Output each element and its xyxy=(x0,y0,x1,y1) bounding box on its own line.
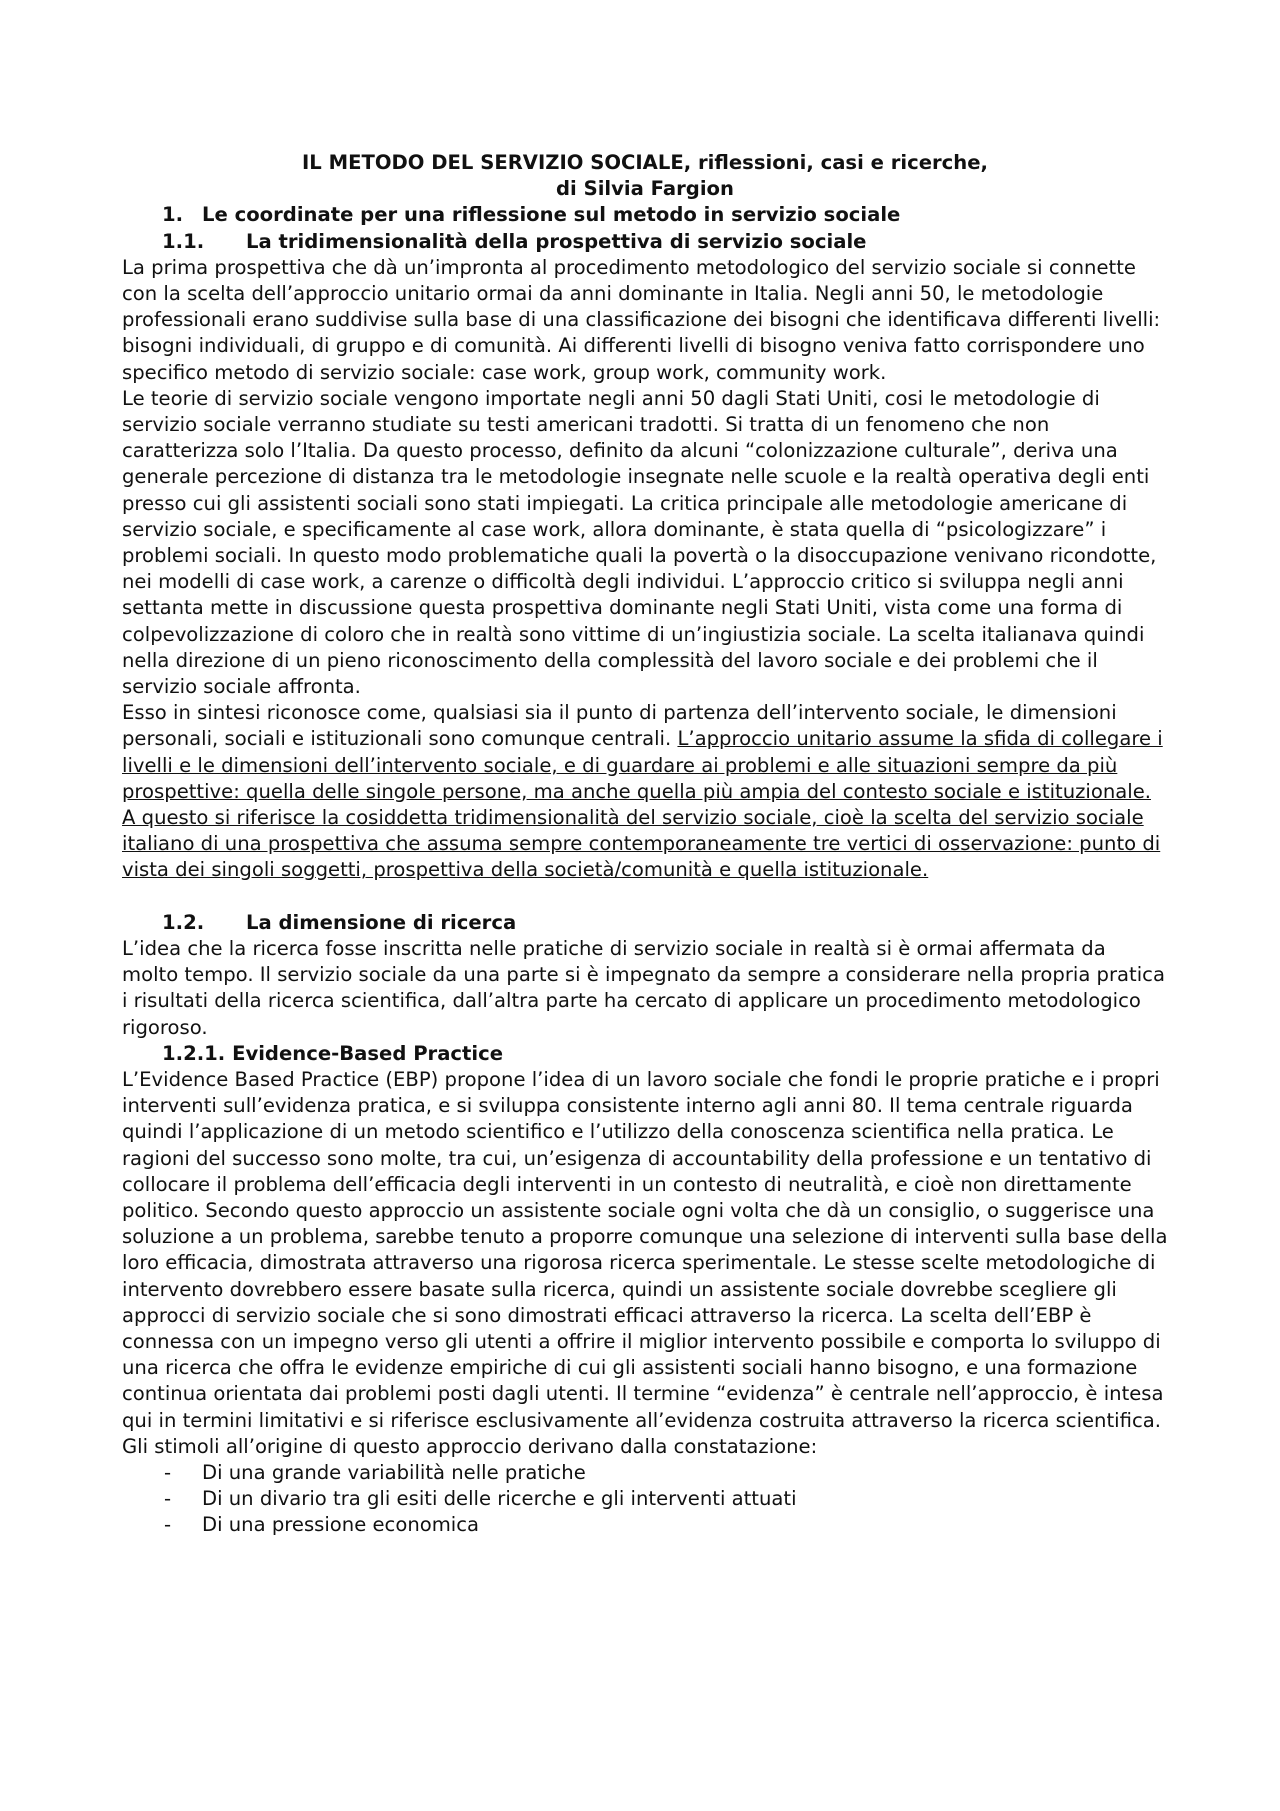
list-item xyxy=(164,1512,1168,1538)
underlined-text: L’approccio unitario assume la sfida di collegare i livelli e le dimensioni dell’intervento sociale, e di guardare ai problemi e alle situazioni sempre da più prospettive: quella delle singole persone, ma anche quella più ampia del contesto sociale e istituzionale. A questo si riferisce la cosiddetta tridimensionalità del servizio sociale, cioè la scelta del servizio sociale italiano di una prospettiva che assuma sempre contemporaneamente tre vertici di osservazione: punto di vista dei singoli soggetti, prospettiva della società/comunità e quella istituzionale. xyxy=(122,727,1163,882)
paragraph-1-1-a: La prima prospettiva che dà un’impronta al procedimento metodologico del servizio sociale si connette con la scelta dell’approccio unitario ormai da anni dominante in Italia. Negli anni 50, le metodologie professionali erano suddivise sulla base di una classificazione dei bisogni che identificava differenti livelli: bisogni individuali, di gruppo e di comunità. Ai differenti livelli di bisogno veniva fatto corrispondere uno specifico metodo di servizio sociale: case work, group work, community work. xyxy=(122,255,1161,384)
heading-number: 1. xyxy=(162,203,184,227)
heading-section-1-2 xyxy=(122,910,1168,936)
paragraph-1-1-c xyxy=(122,700,1168,883)
paragraph-1-2: L’idea che la ricerca fosse inscritta nelle pratiche di servizio sociale in realtà si è ormai affermata da molto tempo. Il servizio sociale da una parte si è impegnato da sempre a considerare nella propria pratica i risultati della ricerca scientifica, dall’altra parte ha cercato di applicare un procedimento metodologico rigoroso. xyxy=(122,936,1165,1039)
document-title-line-1: IL METODO DEL SERVIZIO SOCIALE, riflessioni, casi e ricerche, xyxy=(302,151,988,174)
list-item-text: Di una grande variabilità nelle pratiche xyxy=(202,1460,586,1484)
document-title-line-2: di Silvia Fargion xyxy=(556,177,734,201)
document-page xyxy=(122,150,1168,1539)
dash-marker: - xyxy=(164,1460,172,1484)
list-item-text: Di un divario tra gli esiti delle ricerche e gli interventi attuati xyxy=(202,1487,797,1511)
heading-text: Le coordinate per una riflessione sul metodo in servizio sociale xyxy=(202,203,901,227)
heading-number: 1.2.1. xyxy=(162,1041,226,1065)
heading-text: La tridimensionalità della prospettiva di servizio sociale xyxy=(246,229,867,253)
heading-number: 1.2. xyxy=(162,910,205,934)
bullet-list xyxy=(122,1460,1168,1539)
paragraph-plain-text: Esso in sintesi riconosce come, qualsiasi sia il punto di partenza dell’intervento sociale, le dimensioni personali, sociali e istituzionali sono comunque centrali. xyxy=(122,701,1117,751)
list-item-text: Di una pressione economica xyxy=(202,1513,480,1537)
dash-marker: - xyxy=(164,1513,172,1537)
paragraph-1-1-b: Le teorie di servizio sociale vengono importate negli anni 50 dagli Stati Uniti, cosi le metodologie di servizio sociale verranno studiate su testi americani tradotti. Si tratta di un fenomeno che non caratterizza solo l’Italia. Da questo processo, definito da alcuni “colonizzazione culturale”, deriva una generale percezione di distanza tra le metodologie insegnate nelle scuole e la realtà operativa degli enti presso cui gli assistenti sociali sono stati impiegati. La critica principale alle metodologie americane di servizio sociale, e specificamente al case work, allora dominante, è stata quella di “psicologizzare” i problemi sociali. In questo modo problematiche quali la povertà o la disoccupazione venivano ricondotte, nei modelli di case work, a carenze o difficoltà degli individui. L’approccio critico si sviluppa negli anni settanta mette in discussione questa prospettiva dominante negli Stati Uniti, vista come una forma di colpevolizzazione di coloro che in realtà sono vittime di un’ingiustizia sociale. La scelta italianava quindi nella direzione di un pieno riconoscimento della complessità del lavoro sociale e dei problemi che il servizio sociale affronta. xyxy=(122,386,1157,699)
heading-text: Evidence-Based Practice xyxy=(232,1041,504,1065)
heading-section-1-2-1 xyxy=(122,1041,1168,1067)
heading-number: 1.1. xyxy=(162,229,205,253)
list-item xyxy=(164,1486,1168,1512)
paragraph-gap xyxy=(122,884,1168,910)
heading-text: La dimensione di ricerca xyxy=(246,910,517,934)
dash-marker: - xyxy=(164,1487,172,1511)
heading-section-1-1 xyxy=(122,229,1168,255)
list-item xyxy=(164,1460,1168,1486)
paragraph-1-2-1: L’Evidence Based Practice (EBP) propone l’idea di un lavoro sociale che fondi le proprie pratiche e i propri interventi sull’evidenza pratica, e si sviluppa consistente interno agli anni 80. Il tema centrale riguarda quindi l’applicazione di un metodo scientifico e l’utilizzo della conoscenza scientifica nella pratica. Le ragioni del successo sono molte, tra cui, un’esigenza di accountability della professione e un tentativo di collocare il problema dell’efficacia degli interventi in un contesto di neutralità, e cioè non direttamente politico. Secondo questo approccio un assistente sociale ogni volta che dà un consiglio, o suggerisce una soluzione a un problema, sarebbe tenuto a proporre comunque una selezione di interventi sulla base della loro efficacia, dimostrata attraverso una rigorosa ricerca sperimentale. Le stesse scelte metodologiche di intervento dovrebbero essere basate sulla ricerca, quindi un assistente sociale dovrebbe scegliere gli approcci di servizio sociale che si sono dimostrati efficaci attraverso la ricerca. La scelta dell’EBP è connessa con un impegno verso gli utenti a offrire il miglior intervento possibile e comporta lo sviluppo di una ricerca che offra le evidenze empiriche di cui gli assistenti sociali hanno bisogno, e una formazione continua orientata dai problemi posti dagli utenti. Il termine “evidenza” è centrale nell’approccio, è intesa qui in termini limitativi e si riferisce esclusivamente all’evidenza costruita attraverso la ricerca scientifica. Gli stimoli all’origine di questo approccio derivano dalla constatazione: xyxy=(122,1067,1168,1458)
heading-section-1 xyxy=(122,202,1168,228)
